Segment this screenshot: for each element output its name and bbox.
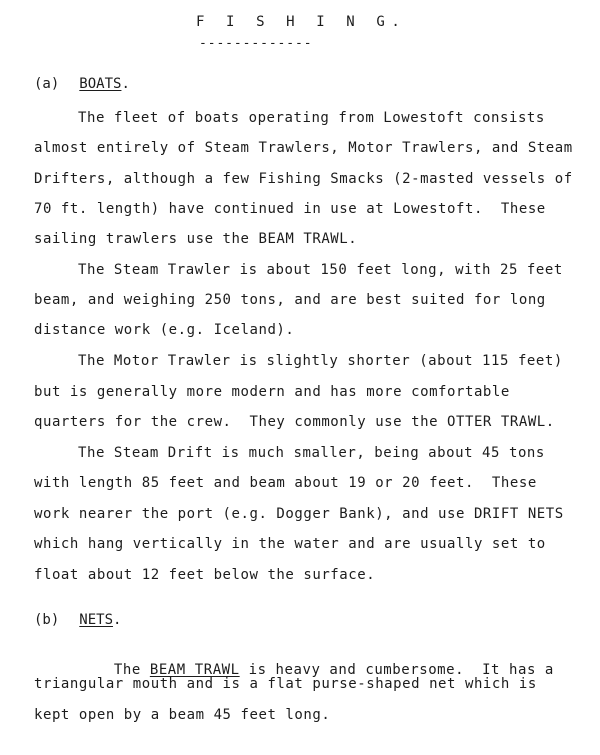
beam-trawl-term: BEAM TRAWL xyxy=(149,662,240,678)
section-a-marker: (a) xyxy=(34,76,60,92)
title-underline: ------------- xyxy=(199,36,313,51)
text-fragment: is heavy and cumbersome. It has a xyxy=(239,662,554,678)
text-line: float about 12 feet below the surface. xyxy=(34,567,376,583)
text-line: The Steam Trawler is about 150 feet long, with 25 feet xyxy=(78,262,563,278)
text-line: kept open by a beam 45 feet long. xyxy=(34,707,331,723)
text-line: work nearer the port (e.g. Dogger Bank), and use DRIFT NETS xyxy=(34,506,564,522)
section-b-title-period: . xyxy=(113,612,122,628)
section-b-title: NETS xyxy=(79,612,114,628)
section-a-title-period: . xyxy=(121,76,130,92)
text-fragment: The xyxy=(113,662,150,678)
text-line: The Steam Drift is much smaller, being about 45 tons xyxy=(78,445,545,461)
text-line: Drifters, although a few Fishing Smacks (2-masted vessels of xyxy=(34,171,573,187)
text-line: triangular mouth and is a flat purse-shaped net which is xyxy=(34,676,537,692)
text-line: quarters for the crew. They commonly use the OTTER TRAWL. xyxy=(34,414,555,430)
text-line: but is generally more modern and has more comfortable xyxy=(34,384,510,400)
section-a-heading xyxy=(34,75,130,93)
section-a-title: BOATS xyxy=(79,76,122,92)
text-line: The Motor Trawler is slightly shorter (about 115 feet) xyxy=(78,353,563,369)
page-title: F I S H I N G. xyxy=(196,14,407,30)
text-line: distance work (e.g. Iceland). xyxy=(34,322,295,338)
text-line: with length 85 feet and beam about 19 or 20 feet. These xyxy=(34,475,537,491)
text-line: beam, and weighing 250 tons, and are best suited for long xyxy=(34,292,546,308)
text-line: The fleet of boats operating from Lowestoft consists xyxy=(78,110,545,126)
text-line: which hang vertically in the water and are usually set to xyxy=(34,536,546,552)
section-b-heading xyxy=(34,611,121,629)
text-line: almost entirely of Steam Trawlers, Motor Trawlers, and Steam xyxy=(34,140,573,156)
text-line: sailing trawlers use the BEAM TRAWL. xyxy=(34,231,358,247)
text-line: 70 ft. length) have continued in use at Lowestoft. These xyxy=(34,201,546,217)
section-b-marker: (b) xyxy=(34,612,60,628)
